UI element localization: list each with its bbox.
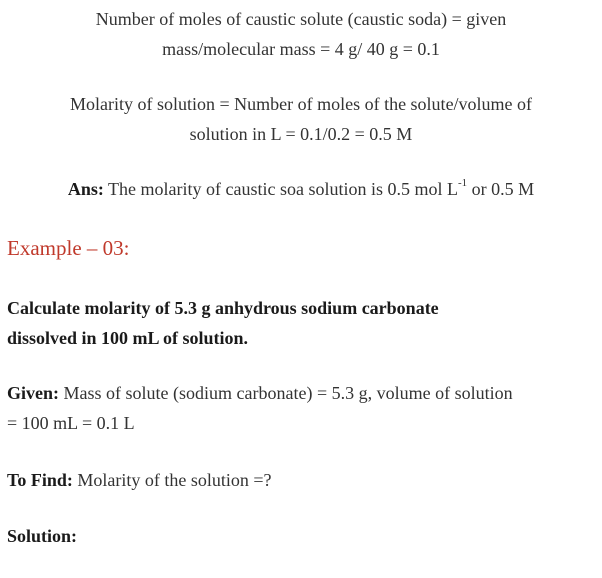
solution-label: Solution: <box>7 526 78 546</box>
molarity-line-2: solution in L = 0.1/0.2 = 0.5 M <box>189 124 413 144</box>
example-heading: Example – 03: <box>7 236 130 260</box>
answer-text-end: or 0.5 M <box>467 179 535 199</box>
question-line-1: Calculate molarity of 5.3 g anhydrous sodium carbonate <box>7 298 439 318</box>
given-line-1 <box>7 378 597 408</box>
molarity-line-1: Molarity of solution = Number of moles of the solute/volume of <box>69 94 533 114</box>
answer-text: The molarity of caustic soa solution is 0.5 mol L <box>103 179 458 199</box>
given-label: Given: <box>7 383 59 403</box>
to-find-text: Molarity of the solution =? <box>72 470 272 490</box>
moles-line-1: Number of moles of caustic solute (caustic soda) = given <box>95 9 507 29</box>
answer-superscript: -1 <box>457 177 468 189</box>
to-find-label: To Find: <box>7 470 73 490</box>
given-text: Mass of solute (sodium carbonate) = 5.3 g, volume of solution <box>59 383 513 403</box>
given-line-2: = 100 mL = 0.1 L <box>7 413 135 433</box>
answer-line <box>0 174 602 204</box>
question-line-2: dissolved in 100 mL of solution. <box>7 328 249 348</box>
answer-label: Ans: <box>67 179 104 199</box>
moles-line-2: mass/molecular mass = 4 g/ 40 g = 0.1 <box>162 39 440 59</box>
to-find-line <box>7 465 597 495</box>
